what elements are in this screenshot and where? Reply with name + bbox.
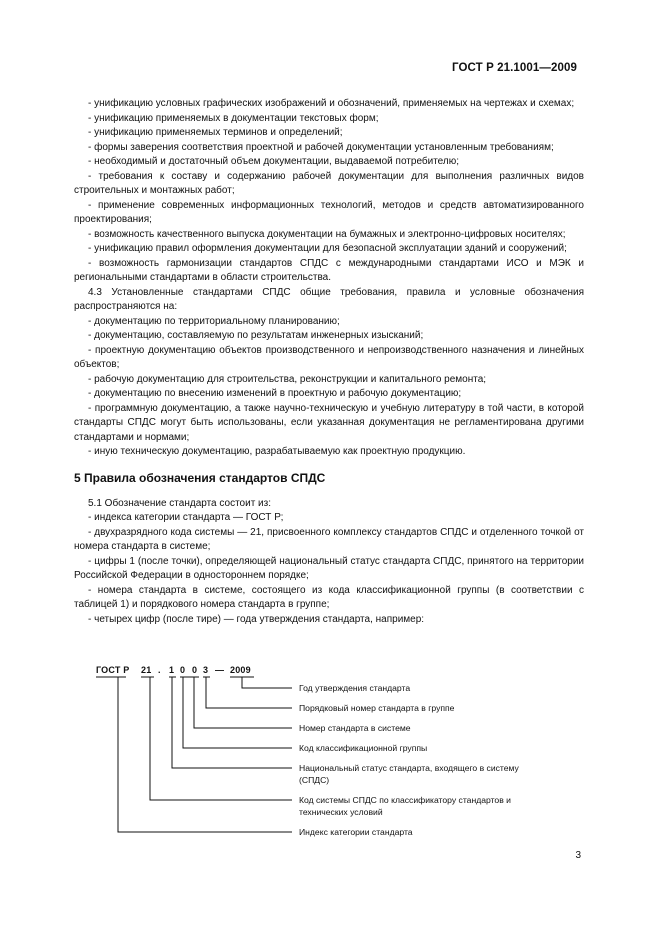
paragraph: - унификацию применяемых в документации текстовых форм; — [88, 112, 379, 124]
paragraph: - программную документацию, а также научно-техническую и учебную литературу в той части, в которой стандарты СПДС могут быть использованы, если указанная документация не регламентирована другими стандартами и нормами; — [74, 402, 584, 443]
paragraph: - проектную документацию объектов производственного и непроизводственного назначения и линейных объектов; — [74, 344, 584, 370]
paragraph: - возможность гармонизации стандартов СПДС с международными стандартами ИСО и МЭК и региональными стандартами в области строительства. — [74, 257, 584, 283]
leader-number — [194, 677, 292, 728]
code-part-group: 0 — [180, 665, 186, 675]
paragraph: - применение современных информационных технологий, методов и средств автоматизированного проектирования; — [74, 199, 584, 225]
leader-index — [118, 677, 292, 832]
paragraph: 5.1 Обозначение стандарта состоит из: — [88, 497, 271, 509]
paragraph: - иную техническую документацию, разрабатываемую как проектную продукцию. — [88, 446, 466, 457]
section-heading: 5 Правила обозначения стандартов СПДС — [74, 470, 326, 485]
paragraph: - номера стандарта в системе, состоящего из кода классификационной группы (в соответствии с таблицей 1) и порядкового номера стандарта в группе; — [74, 584, 584, 610]
paragraph: 4.3 Установленные стандартами СПДС общие требования, правила и условные обозначения распространяются на: — [74, 286, 584, 312]
code-part-dash: — — [215, 665, 225, 675]
paragraph: - цифры 1 (после точки), определяющей национальный статус стандарта СПДС, принятого на территории Российской Федерации в одностороннем порядке; — [74, 555, 584, 581]
paragraph: - унификацию условных графических изображений и обозначений, применяемых на чертежах и схемах; — [88, 98, 575, 109]
label-status: Национальный статус стандарта, входящего в систему (СПДС) — [299, 763, 519, 785]
paragraph: - документацию по внесению изменений в проектную и рабочую документацию; — [88, 388, 462, 399]
leader-serial — [206, 677, 292, 708]
code-part-dot: . — [158, 665, 161, 675]
label-index: Индекс категории стандарта — [299, 827, 413, 837]
paragraph: - необходимый и достаточный объем документации, выдаваемой потребителю; — [88, 156, 460, 167]
paragraph: - документацию, составляемую по результатам инженерных изысканий; — [88, 330, 424, 341]
paragraph: - двухразрядного кода системы — 21, присвоенного комплексу стандартов СПДС и отделенного точкой от номера стандарта в системе; — [74, 526, 584, 552]
leader-group — [183, 677, 292, 748]
paragraph: - унификацию применяемых терминов и определений; — [88, 127, 343, 138]
label-number: Номер стандарта в системе — [299, 723, 411, 733]
paragraph: - унификацию правил оформления документации для безопасной эксплуатации зданий и сооружений; — [88, 243, 567, 254]
code-part-serial: 3 — [203, 665, 209, 675]
paragraph: - возможность качественного выпуска документации на бумажных и электронно-цифровых носителях; — [88, 228, 566, 240]
paragraph: - четырех цифр (после тире) — года утверждения стандарта, например: — [88, 613, 425, 625]
label-serial: Порядковый номер стандарта в группе — [299, 703, 455, 713]
label-year: Год утверждения стандарта — [299, 683, 411, 693]
code-part-group-2: 0 — [192, 665, 198, 675]
page-header-code: ГОСТ Р 21.1001—2009 — [452, 62, 577, 74]
code-part-year: 2009 — [230, 665, 251, 675]
code-part-system: 21 — [141, 665, 152, 675]
page-number: 3 — [575, 850, 581, 861]
paragraph: - требования к составу и содержанию рабочей документации для выполнения различных видов строительных и монтажных работ; — [74, 170, 584, 196]
label-group: Код классификационной группы — [299, 743, 428, 753]
leader-year — [242, 677, 292, 688]
label-system: Код системы СПДС по классификатору стандартов и технических условий — [299, 795, 511, 817]
paragraph: - формы заверения соответствия проектной и рабочей документации установленным требованиям; — [88, 141, 554, 153]
leader-system — [150, 677, 292, 800]
body-text — [74, 97, 584, 627]
paragraph: - индекса категории стандарта — ГОСТ Р; — [88, 512, 284, 523]
leader-status — [172, 677, 292, 768]
code-part-index: ГОСТ Р — [96, 665, 130, 675]
paragraph: - документацию по территориальному планированию; — [88, 315, 340, 327]
paragraph: - рабочую документацию для строительства, реконструкции и капитального ремонта; — [88, 373, 487, 385]
code-part-status: 1 — [169, 665, 175, 675]
